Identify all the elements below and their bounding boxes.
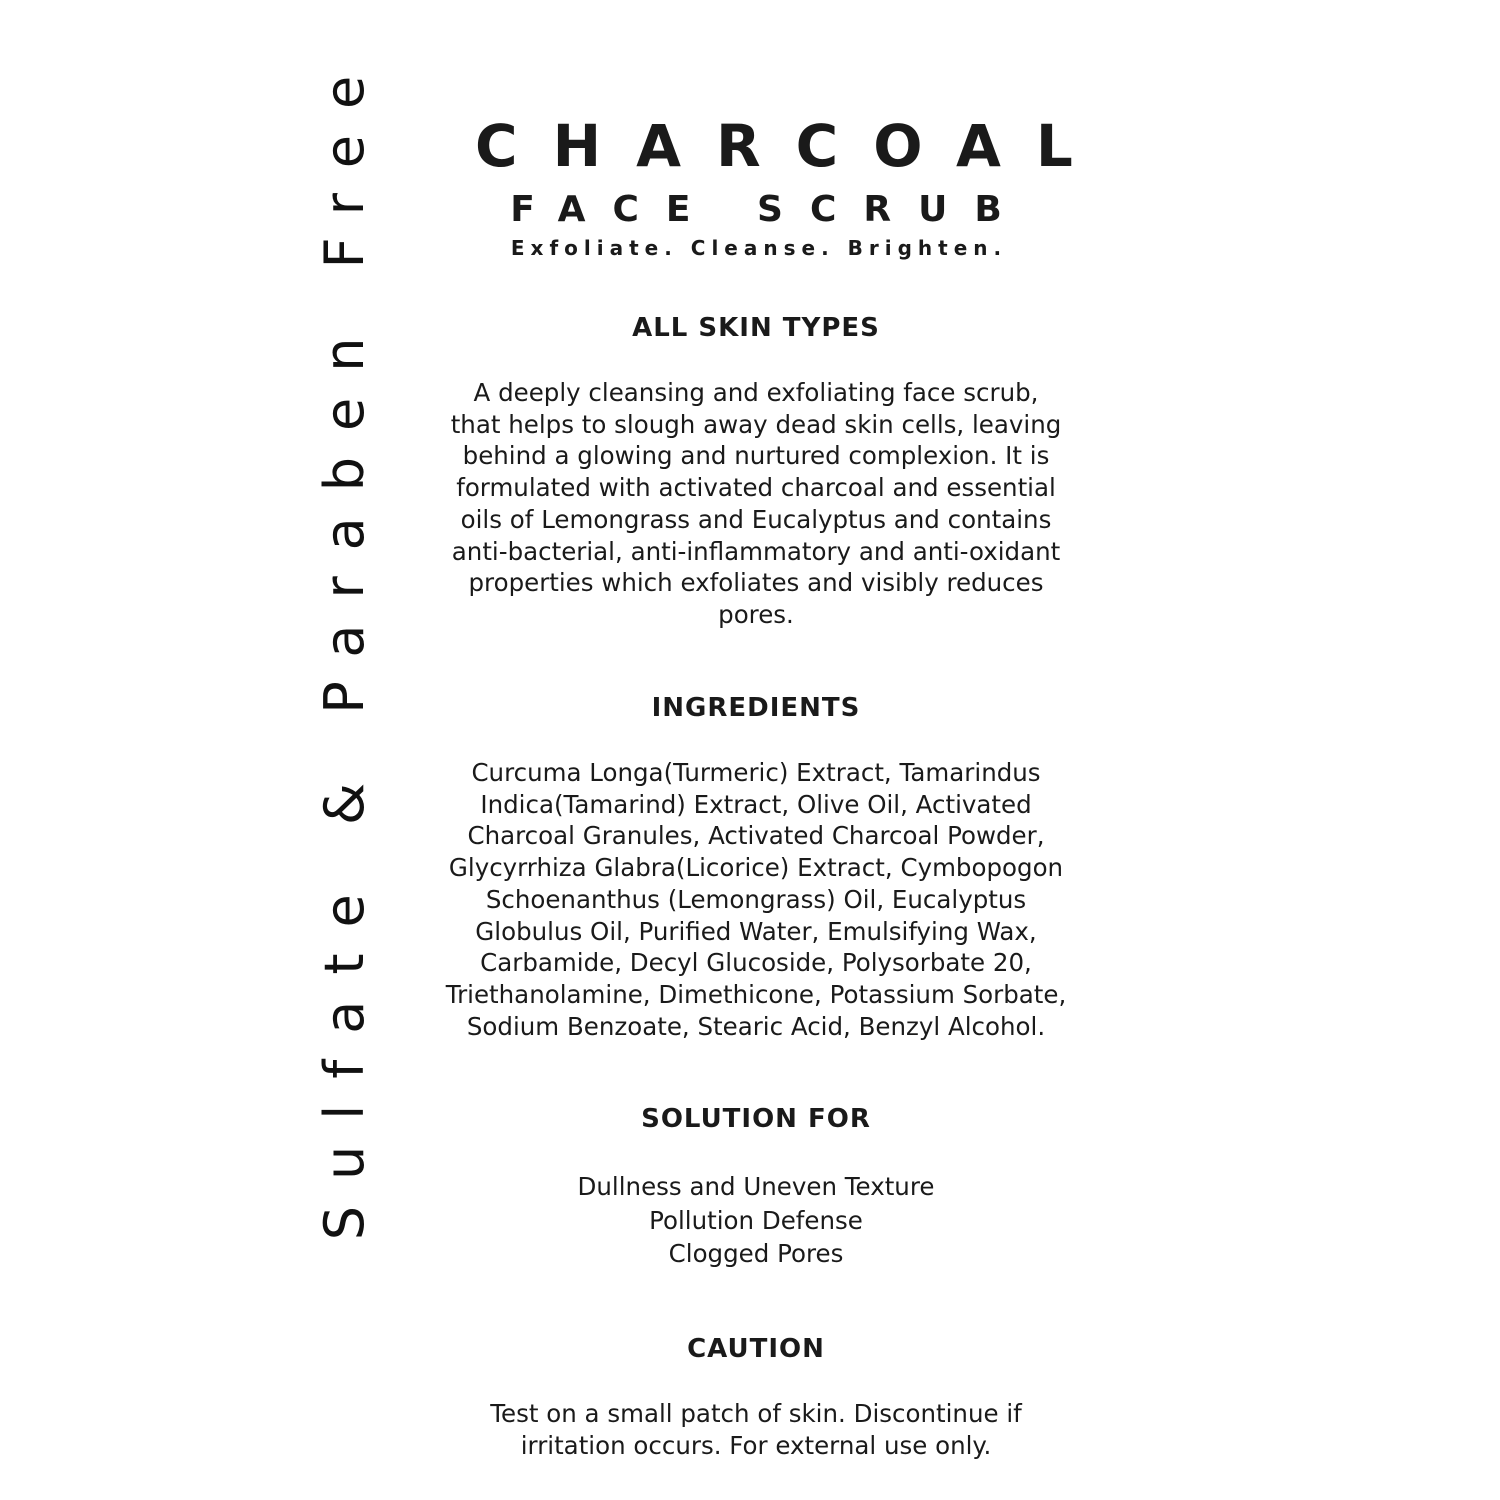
product-tagline: Exfoliate. Cleanse. Brighten. [510, 236, 1008, 260]
ingredients-heading: INGREDIENTS [651, 693, 861, 723]
solution-list [440, 1170, 1072, 1271]
solution-item: Clogged Pores [668, 1239, 844, 1268]
product-subtitle: FACE SCRUB [510, 189, 1029, 230]
product-description: A deeply cleansing and exfoliating face scrub, that helps to slough away dead skin cells, leaving behind a glowing and nurtured complexion. It is formulated with activated charcoal and essential oils of Lemongrass and Eucalyptus and contains anti-bacterial, anti-inflammatory and anti-oxidant properties which exfoliates and visibly reduces pores. [450, 378, 1062, 629]
caution-text: Test on a small patch of skin. Discontinue if irritation occurs. For external use only. [490, 1399, 1022, 1460]
sulfate-paraben-free-label: Sulfate & Paraben Free [313, 49, 376, 1241]
skin-types-heading: ALL SKIN TYPES [632, 313, 880, 343]
solution-item: Pollution Defense [649, 1205, 863, 1235]
solution-for-heading: SOLUTION FOR [641, 1104, 871, 1134]
solution-item: Dullness and Uneven Texture [577, 1172, 935, 1201]
caution-heading: CAUTION [687, 1334, 825, 1364]
ingredients-list: Curcuma Longa(Turmeric) Extract, Tamarindus Indica(Tamarind) Extract, Olive Oil, Activated Charcoal Granules, Activated Charcoal Powder, Glycyrrhiza Glabra(Licorice) Extract, Cymbopogon Schoenanthus (Lemongrass) Oil, Eucalyptus Globulus Oil, Purified Water, Emulsifying Wax, Carbamide, Decyl Glucoside, Polysorbate 20, Triethanolamine, Dimethicone, Potassium Sorbate, Sodium Benzoate, Stearic Acid, Benzyl Alcohol. [445, 758, 1067, 1041]
product-title: CHARCOAL [475, 112, 1108, 180]
